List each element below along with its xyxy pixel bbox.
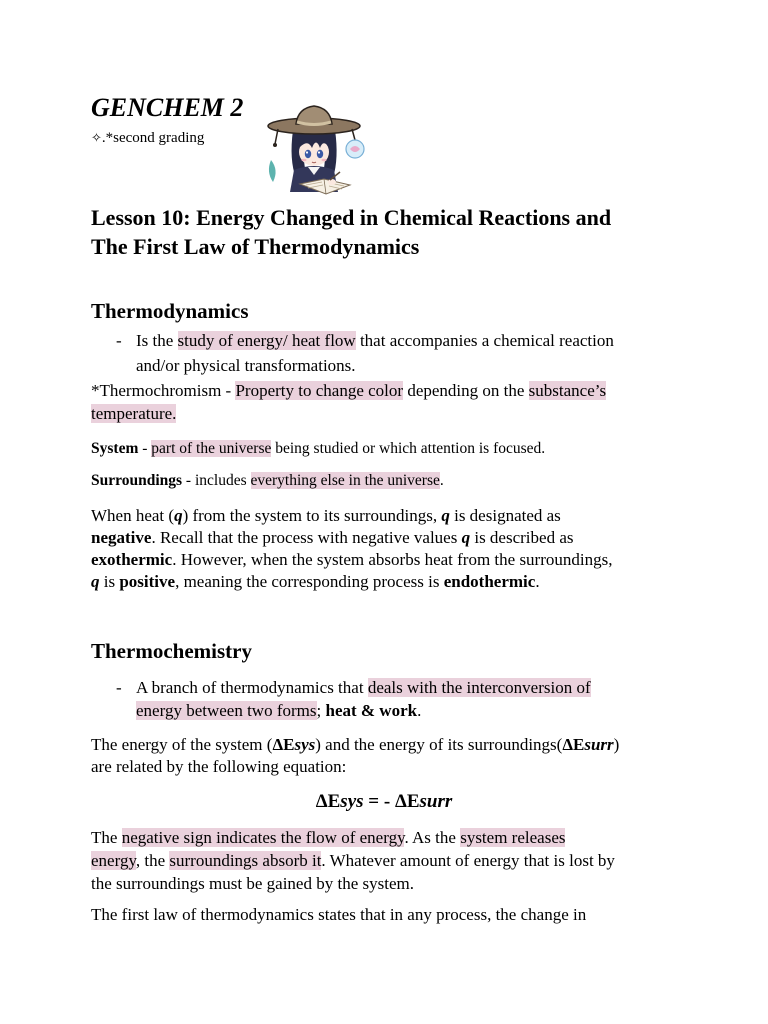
text-line <box>91 379 606 402</box>
text: A branch of thermodynamics that <box>136 678 368 697</box>
text: are related by the following equation: <box>91 757 347 776</box>
highlighted-text: Property to change color <box>235 381 404 400</box>
section-heading-thermochemistry: Thermochemistry <box>91 639 252 663</box>
variable-q: q <box>91 572 100 591</box>
bullet-item <box>116 676 591 722</box>
document-title: GENCHEM 2 <box>91 93 244 122</box>
lesson-title-line: Lesson 10: Energy Changed in Chemical Reactions and <box>91 205 612 230</box>
bullet-line <box>136 699 591 722</box>
highlighted-text: energy <box>91 851 136 870</box>
bold-term: exothermic <box>91 550 173 569</box>
section-heading-thermodynamics: Thermodynamics <box>91 299 249 323</box>
text: ; <box>316 701 326 720</box>
highlighted-text: system releases <box>460 828 566 847</box>
highlighted-text: study of energy/ heat flow <box>177 331 356 350</box>
bold-term: positive <box>119 572 176 591</box>
character-sticker-icon <box>266 102 366 200</box>
text: and/or physical transformations. <box>136 356 356 375</box>
document-subtitle <box>91 128 204 149</box>
bullet-marker: - <box>116 678 122 697</box>
text: is described as <box>470 528 574 547</box>
subscript-label: sys <box>340 791 364 812</box>
bold-term: endothermic <box>443 572 536 591</box>
text: . <box>439 472 444 489</box>
bold-term: Surroundings <box>91 472 183 489</box>
subtitle-text: .*second grading <box>101 130 205 146</box>
lesson-title <box>91 203 611 261</box>
bullet-line <box>136 676 591 699</box>
text: . As the <box>404 828 461 847</box>
delta-e-symbol: ΔE <box>272 735 295 754</box>
text-line <box>91 872 615 895</box>
text-line <box>91 756 619 778</box>
sparkle-icon: ✧ <box>91 131 102 146</box>
text-line <box>91 527 612 549</box>
text: , the <box>135 851 170 870</box>
text: the surroundings must be gained by the system. <box>91 874 414 893</box>
equation-operator: = - <box>363 791 395 812</box>
subscript-label: sys <box>294 735 316 754</box>
text: - includes <box>182 472 251 489</box>
text-line <box>91 505 612 527</box>
text: ) from the system to its surroundings, <box>182 506 442 525</box>
highlighted-text: everything else in the universe <box>250 472 440 489</box>
text: . However, when the system absorbs heat from the surroundings, <box>172 550 613 569</box>
text-line <box>91 849 615 872</box>
text: . Whatever amount of energy that is lost by <box>321 851 615 870</box>
surroundings-definition <box>91 470 444 492</box>
sign-paragraph <box>91 826 615 895</box>
variable-q: q <box>174 506 183 525</box>
bullet-marker: - <box>116 331 122 350</box>
text: is designated as <box>449 506 561 525</box>
text: ) and the energy of its surroundings( <box>315 735 563 754</box>
text: . <box>417 701 422 720</box>
highlighted-text: substance’s <box>528 381 607 400</box>
heat-paragraph <box>91 505 612 593</box>
highlighted-text: negative sign indicates the flow of energy <box>121 828 405 847</box>
bullet-line <box>136 328 614 353</box>
text: *Thermochromism - <box>91 381 236 400</box>
energy-paragraph <box>91 734 619 778</box>
text: that accompanies a chemical reaction <box>355 331 614 350</box>
text: is <box>99 572 120 591</box>
text-line <box>91 734 619 756</box>
text-line <box>91 571 612 593</box>
text: The energy of the system ( <box>91 735 273 754</box>
equation <box>0 790 768 814</box>
text: depending on the <box>403 381 529 400</box>
bullet-item <box>116 328 614 378</box>
variable-q: q <box>441 506 450 525</box>
highlighted-text: deals with the interconversion of <box>367 678 591 697</box>
first-law-line: The first law of thermodynamics states that in any process, the change in <box>91 905 587 924</box>
text: When heat ( <box>91 506 175 525</box>
bold-term: heat & work <box>325 701 418 720</box>
text: , meaning the corresponding process is <box>175 572 444 591</box>
text: ) <box>613 735 620 754</box>
text-line <box>91 402 606 425</box>
text: Is the <box>136 331 178 350</box>
highlighted-text: energy between two forms <box>136 701 317 720</box>
lesson-title-line: The First Law of Thermodynamics <box>91 234 420 259</box>
text: being studied or which attention is focused. <box>271 440 546 457</box>
highlighted-text: part of the universe <box>151 440 272 457</box>
subscript-label: surr <box>584 735 614 754</box>
text-line <box>91 549 612 571</box>
subscript-label: surr <box>419 791 453 812</box>
delta-e-symbol: ΔE <box>394 791 420 812</box>
system-definition <box>91 438 545 460</box>
bullet-line <box>136 353 614 378</box>
text: - <box>138 440 152 457</box>
delta-e-symbol: ΔE <box>315 791 341 812</box>
text: . Recall that the process with negative values <box>151 528 462 547</box>
bold-term: negative <box>91 528 152 547</box>
text-line <box>91 826 615 849</box>
variable-q: q <box>461 528 471 547</box>
delta-e-symbol: ΔE <box>562 735 585 754</box>
thermochromism-note <box>91 379 606 425</box>
text: The <box>91 828 122 847</box>
bold-term: System <box>91 440 139 457</box>
highlighted-text: temperature. <box>91 404 177 423</box>
text: . <box>535 572 540 591</box>
highlighted-text: surroundings absorb it <box>169 851 322 870</box>
